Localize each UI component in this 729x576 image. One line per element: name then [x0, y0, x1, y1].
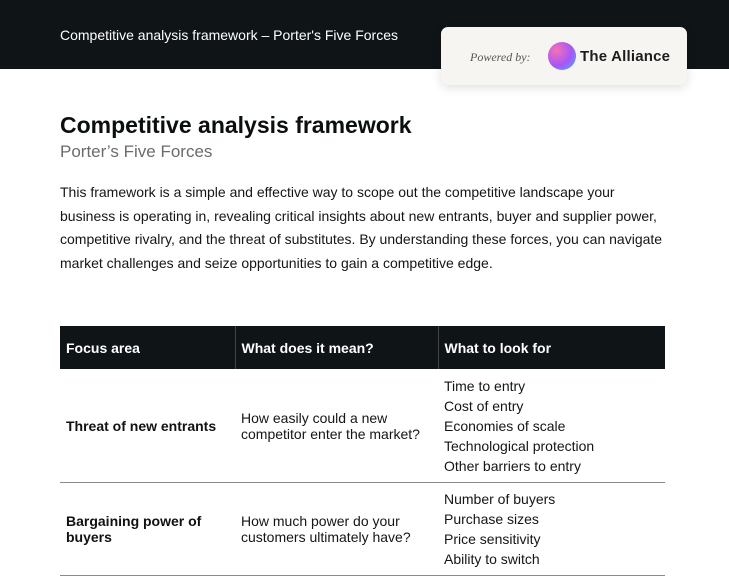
brand-logo-icon	[548, 42, 576, 70]
powered-by-label: Powered by:	[470, 50, 531, 64]
column-header-meaning: What does it mean?	[235, 326, 438, 369]
five-forces-table	[60, 326, 665, 576]
table-row	[60, 483, 665, 576]
list-item: Cost of entry	[444, 397, 524, 414]
table-header-row	[60, 326, 665, 369]
list-item: Economies of scale	[444, 417, 566, 434]
column-header-look-for: What to look for	[438, 326, 665, 369]
list-item: Price sensitivity	[444, 531, 541, 547]
intro-paragraph: This framework is a simple and effective way to scope out the competitive landscape your business is operating in, revealing critical insights about new entrants, buyer and supplier power, competitive rivalry, and the threat of substitutes. By understanding these forces, you can navigate market challenges and seize opportunities to gain a competitive edge.	[60, 184, 663, 271]
list-item: Number of buyers	[444, 491, 556, 507]
focus-area-cell: Threat of new entrants	[60, 369, 235, 483]
look-for-list	[444, 376, 659, 476]
brand-name: The Alliance	[580, 48, 671, 65]
table-row	[60, 369, 665, 483]
look-for-list	[444, 489, 659, 569]
look-for-cell	[438, 369, 665, 483]
list-item: Time to entry	[444, 377, 526, 394]
focus-area-cell: Bargaining power of buyers	[60, 483, 235, 576]
list-item: Technological protection	[444, 437, 595, 454]
meaning-cell: How much power do your customers ultimately have?	[235, 483, 438, 576]
column-header-focus-area: Focus area	[60, 326, 235, 369]
meaning-cell: How easily could a new competitor enter the market?	[235, 369, 438, 483]
look-for-cell	[438, 483, 665, 576]
page-title: Competitive analysis framework	[60, 112, 412, 138]
list-item: Other barriers to entry	[444, 457, 581, 474]
list-item: Ability to switch	[444, 551, 540, 567]
powered-by-badge	[441, 27, 687, 85]
document-header-title: Competitive analysis framework – Porter's Five Forces	[60, 27, 398, 43]
list-item: Purchase sizes	[444, 511, 539, 527]
page-subtitle: Porter’s Five Forces	[60, 142, 213, 161]
